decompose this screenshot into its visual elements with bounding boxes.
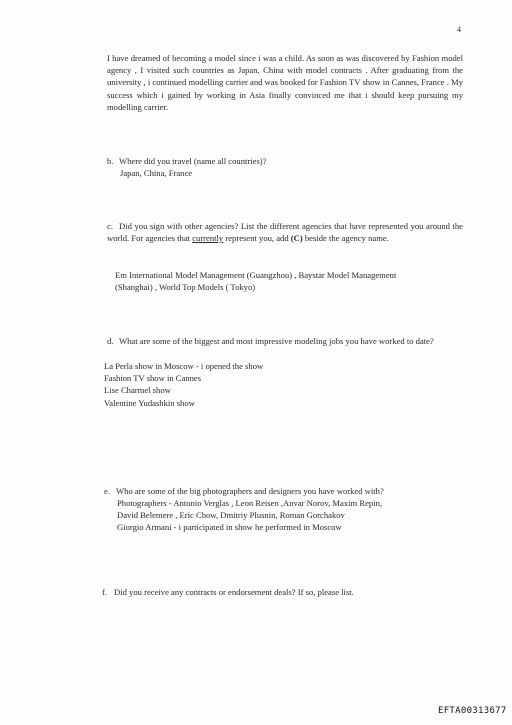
answer-line: Lise Charmel show (104, 385, 171, 396)
question-text: Who are some of the big photographers and designers you have worked with? (116, 486, 384, 496)
question-marker: c. (107, 221, 113, 231)
question-text: Did you sign with other agencies? List the different agencies that have represented you around the world. For agencies that (107, 221, 463, 244)
answer-line: Valentine Yudashkin show (104, 397, 195, 408)
question-text-end: beside the agency name. (302, 233, 389, 244)
question-text: What are some of the biggest and most impressive modeling jobs you have worked to date? (119, 336, 434, 346)
question-marker: d. (107, 336, 114, 346)
question-marker: b. (107, 156, 114, 166)
answer-line: Photographers - Antonio Verglas , Leon Reisen ,Anvar Norov, Maxim Repin, (117, 498, 383, 508)
intro-paragraph: I have dreamed of becoming a model since i was a child. As soon as was discovered by Fashion model agency , I visited such countries as Japan, China with model contracts . After graduating from the university , i continued modelling carrier and was booked for Fashion TV show in Cannes, France . My success which i gained by working in Asia finally convinced me that i should keep pursuing my modelling carrier. (107, 53, 463, 112)
question-b (107, 155, 467, 167)
answer-line: Fashion TV show in Cannes (104, 373, 202, 384)
document-id: EFTA00313677 (438, 706, 507, 716)
bold-marker: (C) (290, 233, 303, 244)
underlined-word: currently (192, 233, 224, 244)
answer-e (117, 497, 382, 534)
answer-c (115, 269, 396, 293)
question-marker: f. (102, 587, 108, 597)
answer-line: David Belemere , Eric Chow, Dmitriy Plusnin, Roman Gorchakov (117, 510, 345, 521)
answer-line: (Shanghai) , World Top Models ( Tokyo) (115, 282, 256, 293)
answer-line: Giorgio Armani - i participated in show he performed in Moscow (117, 522, 342, 533)
page-number: 4 (457, 25, 461, 34)
question-c (107, 220, 463, 244)
answer-line: La Perla show in Moscow - i opened the show (104, 361, 264, 371)
answer-b: Japan, China, France (120, 168, 193, 178)
answer-d (104, 360, 263, 409)
question-text-middle: represent you, add (223, 233, 291, 244)
question-text: Where did you travel (name all countries)? (119, 156, 267, 166)
question-f (102, 586, 462, 598)
answer-line: Em International Model Management (Guangzhou) , Baystar Model Management (115, 270, 397, 280)
question-d (107, 335, 463, 347)
question-text: Did you receive any contracts or endorsement deals? If so, please list. (114, 587, 354, 597)
question-marker: e. (104, 486, 110, 496)
question-e (104, 485, 469, 497)
